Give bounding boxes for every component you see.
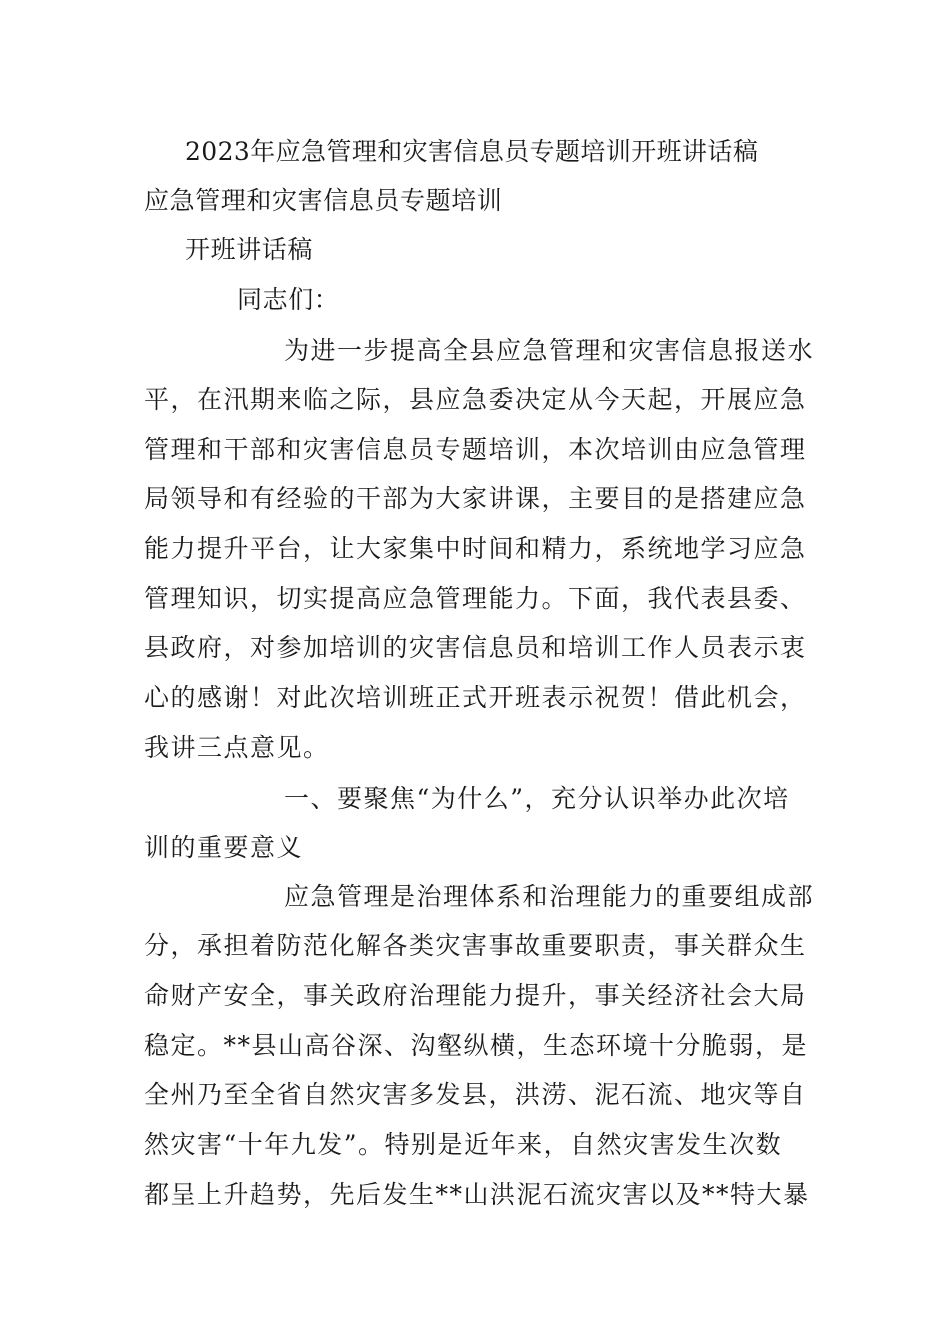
- paragraph-line: 稳定。**县山高谷深、沟壑纵横，生态环境十分脆弱，是: [144, 1031, 809, 1060]
- paragraph-line: 局领导和有经验的干部为大家讲课，主要目的是搭建应急: [144, 484, 807, 513]
- paragraph-line: 命财产安全，事关政府治理能力提升，事关经济社会大局: [144, 981, 807, 1010]
- document-title: 2023年应急管理和灾害信息员专题培训开班讲话稿: [185, 137, 759, 166]
- section-heading: 一、要聚焦“为什么”，充分认识举办此次培: [284, 784, 790, 813]
- document-subtitle: 应急管理和灾害信息员专题培训: [144, 186, 503, 215]
- paragraph-line: 能力提升平台，让大家集中时间和精力，系统地学习应急: [144, 534, 807, 563]
- section-heading-continued: 训的重要意义: [144, 833, 304, 862]
- paragraph-line: 分，承担着防范化解各类灾害事故重要职责，事关群众生: [144, 931, 807, 960]
- paragraph-line: 管理和干部和灾害信息员专题培训，本次培训由应急管理: [144, 435, 807, 464]
- paragraph-line: 县政府，对参加培训的灾害信息员和培训工作人员表示衷: [144, 633, 807, 662]
- greeting: 同志们：: [237, 285, 340, 314]
- paragraph-line: 然灾害“十年九发”。特别是近年来，自然灾害发生次数: [144, 1130, 783, 1159]
- paragraph-line: 全州乃至全省自然灾害多发县，洪涝、泥石流、地灾等自: [144, 1080, 807, 1109]
- paragraph-line: 都呈上升趋势，先后发生**山洪泥石流灾害以及**特大暴: [144, 1180, 810, 1209]
- paragraph-line: 管理知识，切实提高应急管理能力。下面，我代表县委、: [144, 584, 807, 613]
- paragraph-line: 平，在汛期来临之际，县应急委决定从今天起，开展应急: [144, 385, 807, 414]
- paragraph-line: 为进一步提高全县应急管理和灾害信息报送水: [284, 336, 815, 365]
- paragraph-line: 我讲三点意见。: [144, 733, 330, 762]
- document-subtitle-second: 开班讲话稿: [185, 235, 314, 264]
- paragraph-line: 心的感谢！对此次培训班正式开班表示祝贺！借此机会，: [144, 683, 807, 712]
- paragraph-line: 应急管理是治理体系和治理能力的重要组成部: [284, 882, 815, 911]
